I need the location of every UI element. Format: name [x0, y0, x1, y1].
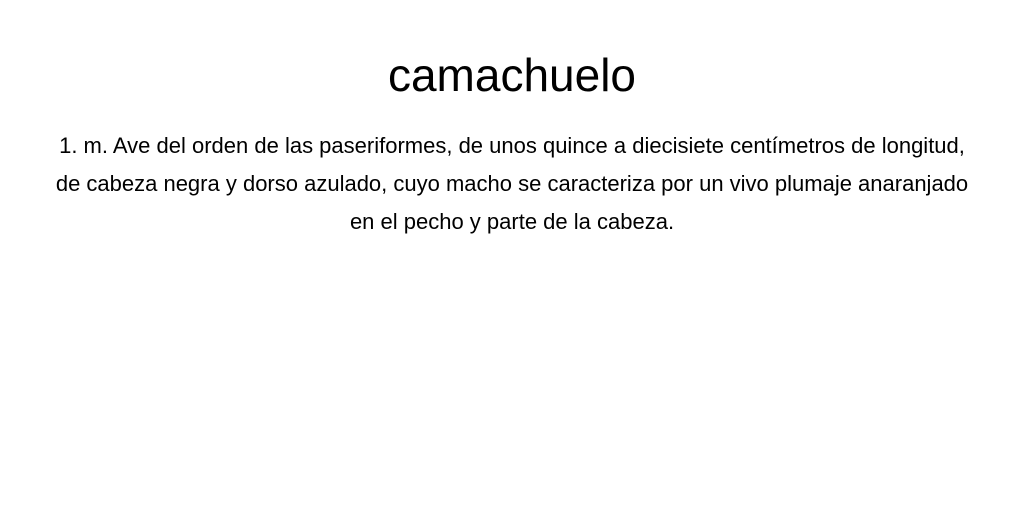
entry-headword: camachuelo	[387, 49, 637, 101]
entry-definition: 1. m. Ave del orden de las paseriformes, de unos quince a diecisiete centímetros de longitud, de cabeza negra y dorso azulado, cuyo macho se caracteriza por un vivo plumaje anaranjado en el pecho y parte de la cabeza.	[55, 133, 969, 234]
